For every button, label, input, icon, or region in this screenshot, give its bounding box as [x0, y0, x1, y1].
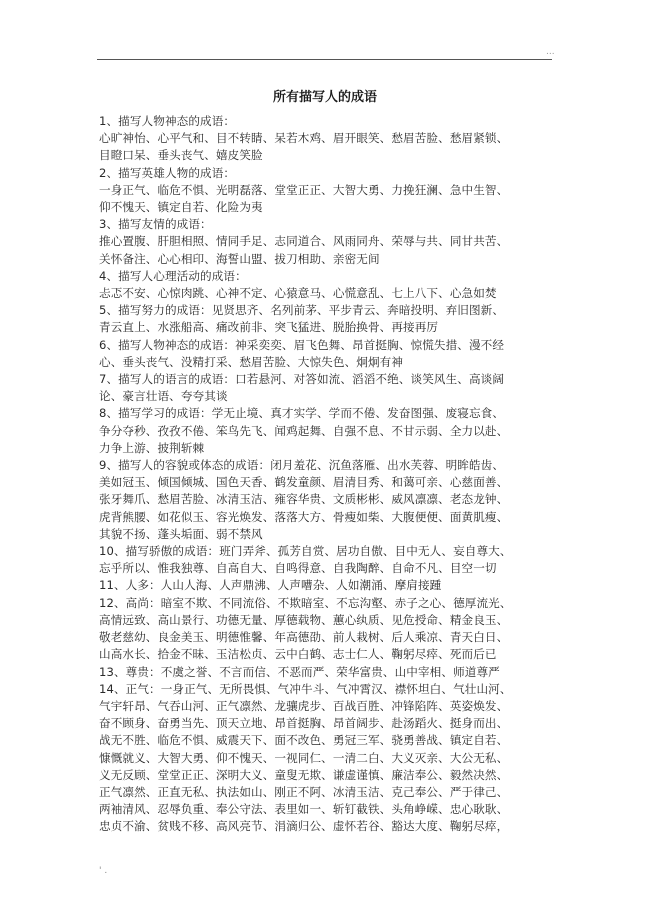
text-line: 争分夺秒、孜孜不倦、笨鸟先飞、闻鸡起舞、自强不息、不甘示弱、全力以赴、	[99, 423, 509, 438]
text-line: 8、描写学习的成语：学无止境、真才实学、学而不倦、发奋图强、废寝忘食、	[99, 406, 505, 421]
text-line: 慷慨就义、大智大勇、仰不愧天、一视同仁、一清二白、大义灭亲、大公无私、	[99, 750, 509, 765]
text-line: 气宇轩昂、气吞山河、正气凛然、龙骧虎步、百战百胜、冲锋陷阵、英姿焕发、	[99, 698, 509, 713]
text-line: 关怀备注、心心相印、海誓山盟、拔刀相助、亲密无间	[99, 251, 380, 266]
text-line: 6、描写人物神态的成语：神采奕奕、眉飞色舞、昂首挺胸、惊慌失措、漫不经	[99, 337, 505, 352]
text-line: 论、豪言壮语、夸夸其谈	[99, 389, 228, 404]
text-line: 张牙舞爪、愁眉苦脸、冰清玉洁、雍容华贵、文质彬彬、威风凛凛、老态龙钟、	[99, 492, 509, 507]
text-line: 忘乎所以、惟我独尊、自高自大、自鸣得意、自我陶醉、自命不凡、目空一切	[99, 561, 497, 576]
text-line: 其貌不扬、蓬头垢面、弱不禁风	[99, 526, 263, 541]
text-line: 心旷神怡、心平气和、目不转睛、呆若木鸡、眉开眼笑、愁眉苦脸、愁眉紧锁、	[99, 131, 509, 146]
document-body	[99, 113, 559, 836]
text-line: 忠贞不渝、贫贱不移、高风亮节、涓滴归公、虚怀若谷、豁达大度、鞠躬尽瘁，	[99, 819, 509, 834]
text-line: 山高水长、拾金不昧、玉洁松贞、云中白鹤、志士仁人、鞠躬尽瘁、死而后已	[99, 647, 497, 662]
text-line: 9、描写人的容貌或体态的成语：闭月羞花、沉鱼落雁、出水芙蓉、明眸皓齿、	[99, 458, 505, 473]
text-line: 心、垂头丧气、没精打采、愁眉苦脸、大惊失色、炯炯有神	[99, 354, 404, 369]
text-line: 3、描写友情的成语：	[99, 217, 212, 232]
text-line: 力争上游、披荆斩棘	[99, 440, 205, 455]
footer-mark: ' .	[99, 866, 108, 876]
text-line: 1、描写人物神态的成语：	[99, 114, 236, 128]
text-line: 青云直上、水涨船高、痛改前非、突飞猛进、脱胎换骨、再接再厉	[99, 320, 439, 335]
text-line: 正气凛然、正直无私、执法如山、刚正不阿、冰清玉洁、克己奉公、严于律己、	[99, 784, 509, 799]
text-line: 义无反顾、堂堂正正、深明大义、童叟无欺、谦虚谨慎、廉洁奉公、毅然决然、	[99, 767, 509, 782]
text-line: 11、人多：人山人海、人声鼎沸、人声嘈杂、人如潮涌、摩肩接踵	[99, 578, 442, 593]
text-line: 2、描写英雄人物的成语：	[99, 165, 236, 180]
text-line: 虎背熊腰、如花似玉、容光焕发、落落大方、骨瘦如柴、大腹便便、面黄肌瘦、	[99, 509, 509, 524]
page-title: 所有描写人的成语	[272, 90, 377, 105]
text-line: 4、描写人心理活动的成语：	[99, 268, 247, 283]
text-line: 仰不愧天、镇定自若、化险为夷	[99, 200, 263, 215]
text-line: 推心置腹、肝胆相照、情同手足、志同道合、风雨同舟、荣辱与共、同甘共苦、	[99, 234, 509, 249]
text-line: 奋不顾身、奋勇当先、顶天立地、昂首挺胸、昂首阔步、赴汤蹈火、挺身而出、	[99, 716, 509, 731]
header-rule	[97, 59, 552, 60]
text-line: 14、正气：一身正气、无所畏惧、气冲牛斗、气冲霄汉、襟怀坦白、气壮山河、	[99, 681, 512, 696]
header-corner-mark: ...	[546, 47, 555, 57]
text-line: 13、尊贵：不虞之誉、不言而信、不恶而严、荣华富贵、山中宰相、师道尊严	[99, 664, 500, 679]
text-line: 忐忑不安、心惊肉跳、心神不定、心猿意马、心慌意乱、七上八下、心急如焚	[99, 286, 497, 301]
text-line: 目瞪口呆、垂头丧气、嬉皮笑脸	[99, 148, 263, 163]
text-line: 敬老慈幼、良金美玉、明德惟馨、年高德劭、前人栽树、后人乘凉、青天白日、	[99, 630, 509, 645]
text-line: 美如冠玉、倾国倾城、国色天香、鹤发童颜、眉清目秀、和蔼可亲、心慈面善、	[99, 475, 509, 490]
text-line: 一身正气、临危不惧、光明磊落、堂堂正正、大智大勇、力挽狂澜、急中生智、	[99, 182, 509, 197]
text-line: 两袖清风、忍辱负重、奉公守法、表里如一、斩钉截铁、头角峥嵘、忠心耿耿、	[99, 802, 509, 817]
text-line: 12、高尚：暗室不欺、不同流俗、不欺暗室、不忘沟壑、赤子之心、德厚流光、	[99, 595, 512, 610]
text-line: 10、描写骄傲的成语：班门弄斧、孤芳自赏、居功自傲、目中无人、妄自尊大、	[99, 544, 512, 559]
text-line: 5、描写努力的成语：见贤思齐、名列前茅、平步青云、奔暗投明、弃旧图新、	[99, 303, 505, 318]
text-line: 高情远致、高山景行、功德无量、厚德载物、蕙心纨质、见危授命、精金良玉、	[99, 612, 509, 627]
text-line: 7、描写人的语言的成语：口若悬河、对答如流、滔滔不绝、谈笑风生、高谈阔	[99, 372, 505, 387]
text-line: 战无不胜、临危不惧、威震天下、面不改色、勇冠三军、骁勇善战、镇定自若、	[99, 733, 509, 748]
